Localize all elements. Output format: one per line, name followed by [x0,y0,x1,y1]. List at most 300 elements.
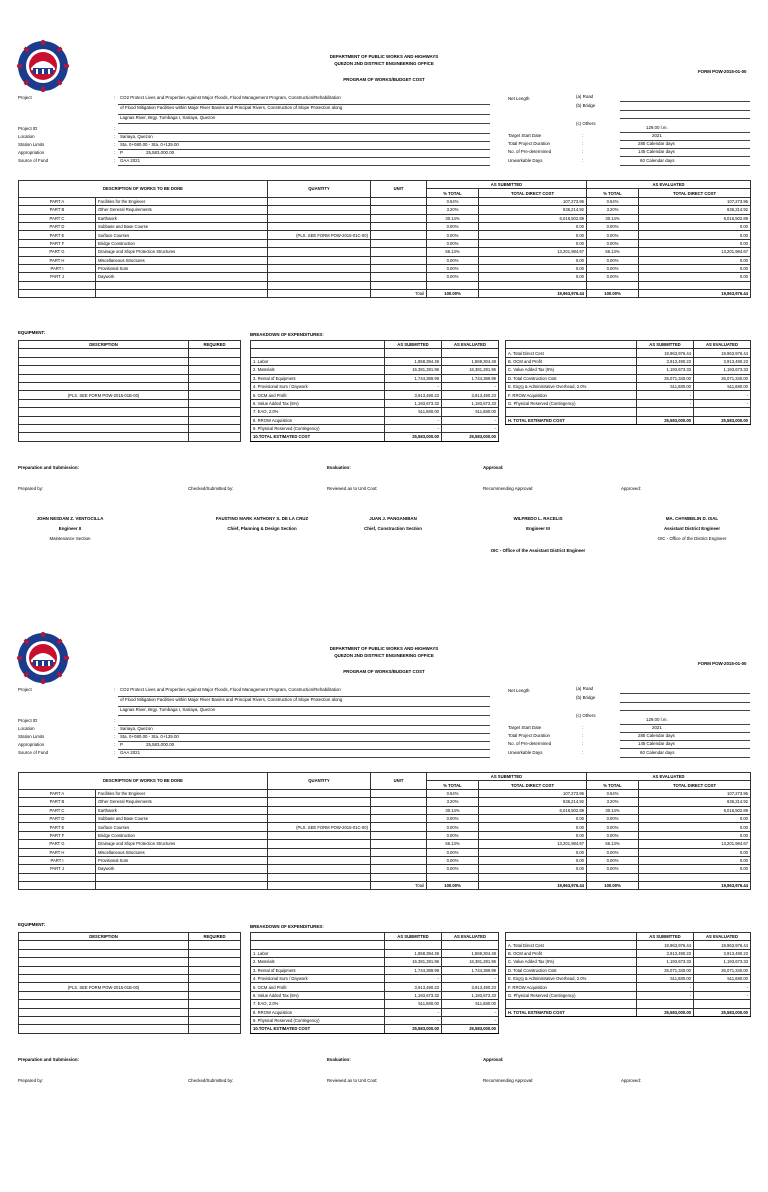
works-part: PART D [19,814,96,822]
breakdown-right-row [506,958,751,966]
works-part: PART H [19,848,96,856]
project-line-2: of Flood Mitigation Facilities within Major River Basins and Principal Rivers, Construction of Slope Protection along [120,697,343,702]
breakdown-item-label: D. Total Construction Cost [506,966,637,974]
works-tdc-submitted: 107,273.96 [479,789,587,797]
breakdown-item-evaluated: - [694,991,751,999]
works-tdc-submitted: 0.00 [479,848,587,856]
works-tdc-submitted: 0.00 [479,814,587,822]
works-qty [268,222,371,230]
breakdown-item-label: 3. Rental of Equipment [251,966,385,974]
works-row [19,840,751,848]
equipment-req-header: REQUIRED [189,341,241,349]
works-desc: Surface Courses [96,823,268,831]
equipment-row [19,941,241,949]
duration-value: 285 Calendar days [638,733,675,738]
equipment-row [19,1025,241,1033]
works-unit [371,197,427,205]
unworkable-value: 60 Calendar days [640,158,675,163]
breakdown-right-table [505,932,751,1017]
source-value: GAA 2021 [120,158,141,163]
works-unit [371,814,427,822]
station-label: Station Limits [18,142,45,147]
signatory-name: JUAN J. PANGANIBAN [369,516,417,521]
breakdown-item-submitted: - [637,991,694,999]
works-pct-evaluated: 0.00% [587,256,639,264]
works-desc: Provisional Sum [96,264,268,272]
works-pct-submitted: 66.13% [427,840,479,848]
breakdown-right-row [506,357,751,365]
works-pct-submitted: 0.00% [427,239,479,247]
breakdown-item-submitted: 25,071,340.00 [637,966,694,974]
works-tdc-evaluated: 13,201,984.67 [639,248,751,256]
breakdown-right-table [505,340,751,425]
breakdown-item-submitted: 1,193,673.33 [385,399,442,407]
works-part: PART B [19,798,96,806]
breakdown-item-label: 2. Materials [251,958,385,966]
project-line-1: CO2 Protect Lives and Properties Against Major Floods, Flood Management Program, Construction/Rehabilitation [120,687,341,692]
works-desc: Earthwork [96,214,268,222]
works-unit [371,248,427,256]
breakdown-right-total-evaluated: 25,583,000.00 [694,1008,751,1016]
appropriation-prefix: P [120,742,123,747]
breakdown-item-submitted: 19,963,976.44 [637,349,694,357]
breakdown-item-submitted: 1,744,389.99 [385,966,442,974]
office-name: QUEZON 2ND DISTRICT ENGINEERING OFFICE [334,61,434,66]
breakdown-item-evaluated: 1,744,389.99 [442,966,499,974]
works-unit [371,831,427,839]
works-see-form-note: (PLS. SEE FORM POW-2015-01C-00) [268,231,371,239]
works-desc: Miscellaneous Structures [96,256,268,264]
appropriation-value: 25,583,000.00 [146,150,175,155]
works-pct-evaluated: 0.00% [587,273,639,281]
works-unit [371,214,427,222]
breakdown-left-total-label: 10.TOTAL ESTIMATED COST [251,1025,385,1033]
appropriation-label: Appropriation [18,150,45,155]
works-tdc-submitted: 0.00 [479,264,587,272]
breakdown-right-row [506,349,751,357]
equipment-row [19,974,241,982]
breakdown-item-label: 4. Provisional Sum / Daywork [251,974,385,982]
works-unit [371,264,427,272]
works-unit [371,865,427,873]
works-part: PART G [19,840,96,848]
works-tdc-evaluated: 0.00 [639,264,751,272]
equipment-table [18,340,241,442]
works-total-pct-eval: 100.00% [587,882,639,890]
breakdown-right-row [506,366,751,374]
works-tdc-header: TOTAL DIRECT COST [479,781,587,789]
breakdown-item-submitted: - [385,424,442,432]
works-part: PART I [19,264,96,272]
start-date-value: 2021 [652,133,662,138]
unworkable-label: Unworkable Days [508,158,543,163]
start-date-label: Target Start Date [508,725,542,730]
breakdown-item-evaluated: - [442,382,499,390]
works-unit [371,806,427,814]
equipment-row [19,374,241,382]
breakdown-item-label: 6. Value Added Tax (5%) [251,991,385,999]
works-row [19,273,751,281]
works-qty [268,214,371,222]
breakdown-item-label: A. Total Direct Cost [506,349,637,357]
signatory-name: WILFREDO L. RACELIS [513,516,563,521]
works-tdc-evaluated: 13,201,984.67 [639,840,751,848]
breakdown-item-evaluated: 16,381,281.96 [442,958,499,966]
pow-sheet-1: DEPARTMENT OF PUBLIC WORKS AND HIGHWAYS QUEZON 2ND DISTRICT ENGINEERING OFFICE PROGRAM OF WORKS/BUDGET COST FORM POW-2015-01-00 Project : CO2 Protect Lives and Properties Against Major Floods, Flood Management Program, Construction/Rehabilitation of Flood Mitigation Facilities within Major River Basins and Principal Rivers, Construction of Slope Protection along Lagnas River, Brgy. Tumbaga I, Sariaya, Quezon Project ID : Location : Sariaya, Quezon Station Limits : Sta. 0+080.00 - Sta. 0+129.00 Appropriation : P 25,583,000.00 Source of Fund : GAA 2021 Net Length (a) Road (b) Bridge (c) Others 129.00 l.m. Target Start Date : 2021 Total Project Duration : 285 Calendar days No. of Pre-determined : 145 Calendar days Unworkable Days : 60 Calendar days DESCRIPTION OF WORKS TO BE DONE QUANTITY UNIT AS SUBMITTED AS EVALUATED % TOTAL TOTAL DIRECT COST % TOTAL TOTAL DIRECT COST PART A Facilities for the Engineer 0.54% 107,273.96 0.54% 107,273.96 PART B Other General Requirements 3.20% 636,214.92 3.20% 636,214.92 PART C Earthwork 30.14% 6,016,502.89 30.14% 6,016,502.89 PART D Subbase and Base Course 0.00% 0.00 0.00% 0.00 PART E Surface Courses (PLS. SEE FORM POW-2015-01C-00) 0.00% 0.00 0.00% 0.00 PART F Bridge Construction 0.00% 0.00 0.00% 0.00 PART G Drainage and Slope Protection Structures 66.13% 13,201,984.67 66.13% 13,201,984.67 PART H Miscellaneous Structures 0.00% 0.00 0.00% 0.00 PART I Provisional Sum 0.00% 0.00 0.00% 0.00 PART J Daywork 0.00% 0.00 0.00% 0.00 Total 100.00% 19,963,976.44 100.00% 19,963,976.44 EQUIPMENT: DESCRIPTION REQUIRED (PLS. SEE FORM POW-2015-01B-00) BREAKDOWN OF EXPENDITURES: AS SUBMITTED AS EVALUATED 1. Labor 1,858,394.49 1,869,304.48 2. Materials 16,381,281.96 16,381,281.96 3. Rental of Equipment 1,744,389.99 1,744,389.99 4. Provisional Sum / Daywork - - 5. OCM and Profit 3,913,490.23 3,913,490.23 6. Value Added Tax (5%) 1,193,673.33 1,193,673.33 7. EAO, 2.0% 511,680.00 511,680.00 8. RROW Acquisition - - 9. Physical Reserved (Contingency) - - 10.TOTAL ESTIMATED COST 25,583,000.00 25,583,000.00 AS SUBMITTED AS EVALUATED A. Total Direct Cost 19,963,976.44 19,963,976.44 B. OCM and Profit 3,913,490.23 3,913,490.23 C. Value Added Tax (5%) 1,193,673.33 1,193,673.33 D. Total Construction Cost 25,071,340.00 25,071,340.00 E. Eng'g & Administrative Overhead, 2.0% 511,680.00 511,680.00 F. RROW Acquisition - - G. Physical Reserved (Contingency) - - H. TOTAL ESTIMATED COST 25,583,000.00 25,583,000.00 Preparation and Submission: Evaluation: Approval: Prepared by: Checked/Submitted by: Reviewed as to Unit Cost: Recommending Approval: Approved: JOHN NESDAM Z. VENTOCILLA Engineer II Maintenance Section FAUSTINO MARK ANTHONY S. DE LA CRUZ Chief, Planning & Design Section JUAN J. PANGANIBAN Chief, Construction Section WILFREDO L. RACELIS Engineer III OIC - Office of the Assistant District Engineer MA. CHYMBELIN D. ISAL Assistant District Engineer OIC - Office of the District Engineer [0,0,768,600]
works-tdc-evaluated: 0.00 [639,856,751,864]
breakdown-left-total-submitted: 25,583,000.00 [385,1025,442,1033]
works-tdc-submitted: 6,016,502.89 [479,214,587,222]
recommending-label: Recommending Approval: [483,1078,534,1083]
works-tdc-evaluated: 0.00 [639,831,751,839]
breakdown-right-row [506,391,751,399]
breakdown-item-evaluated: - [694,983,751,991]
works-row [19,264,751,272]
breakdown-left-total-evaluated: 25,583,000.00 [442,433,499,441]
breakdown-item-submitted: 511,680.00 [637,974,694,982]
works-desc: Bridge Construction [96,239,268,247]
breakdown-item-label: 8. RROW Acquisition [251,1008,385,1016]
prepared-by-label: Prepared by: [18,1078,44,1083]
preparation-label: Preparation and Submission: [18,465,79,470]
location-value: Sariaya, Quezon [120,134,153,139]
project-line-1: CO2 Protect Lives and Properties Against Major Floods, Flood Management Program, Construction/Rehabilitation [120,95,341,100]
breakdown-item-evaluated: - [694,399,751,407]
agency-name: DEPARTMENT OF PUBLIC WORKS AND HIGHWAYS [329,646,439,651]
breakdown-item-submitted: 25,071,340.00 [637,374,694,382]
others-value: 129.00 l.m. [646,125,668,130]
signatory-office: Maintenance Section [49,536,91,541]
works-submitted-header: AS SUBMITTED [427,773,587,781]
location-label: Location [18,134,35,139]
breakdown-item-evaluated: 19,963,976.44 [694,349,751,357]
works-pct-evaluated: 3.20% [587,798,639,806]
works-row [19,798,751,806]
works-row [19,831,751,839]
breakdown-item-label: 4. Provisional Sum / Daywork [251,382,385,390]
breakdown-item-submitted: 511,680.00 [385,408,442,416]
works-tdc-submitted: 636,214.92 [479,206,587,214]
works-pct-evaluated: 30.14% [587,214,639,222]
breakdown-item-submitted: - [385,974,442,982]
station-label: Station Limits [18,734,45,739]
equipment-see-form-note: (PLS. SEE FORM POW-2015-01B-00) [19,983,189,991]
equipment-title: EQUIPMENT: [18,922,46,927]
works-tdc-submitted: 0.00 [479,239,587,247]
breakdown-right-row [506,966,751,974]
breakdown-left-row [251,366,499,374]
works-total-tdc: 19,963,976.44 [479,882,587,890]
works-row [19,823,751,831]
net-length-label: Net Length [508,688,530,693]
works-tdc-evaluated: 636,214.92 [639,206,751,214]
appropriation-value: 25,583,000.00 [146,742,175,747]
works-tdc-submitted: 0.00 [479,831,587,839]
pow-sheet-2: DEPARTMENT OF PUBLIC WORKS AND HIGHWAYS QUEZON 2ND DISTRICT ENGINEERING OFFICE PROGRAM OF WORKS/BUDGET COST FORM POW-2015-01-00 Project : CO2 Protect Lives and Properties Against Major Floods, Flood Management Program, Construction/Rehabilitation of Flood Mitigation Facilities within Major River Basins and Principal Rivers, Construction of Slope Protection along Lagnas River, Brgy. Tumbaga I, Sariaya, Quezon Project ID : Location : Sariaya, Quezon Station Limits : Sta. 0+080.00 - Sta. 0+129.00 Appropriation : P 25,583,000.00 Source of Fund : GAA 2021 Net Length (a) Road (b) Bridge (c) Others 129.00 l.m. Target Start Date : 2021 Total Project Duration : 285 Calendar days No. of Pre-determined : 145 Calendar days Unworkable Days : 60 Calendar days DESCRIPTION OF WORKS TO BE DONE QUANTITY UNIT AS SUBMITTED AS EVALUATED % TOTAL TOTAL DIRECT COST % TOTAL TOTAL DIRECT COST PART A Facilities for the Engineer 0.54% 107,273.96 0.54% 107,273.96 PART B Other General Requirements 3.20% 636,214.92 3.20% 636,214.92 PART C Earthwork 30.14% 6,016,502.89 30.14% 6,016,502.89 PART D Subbase and Base Course 0.00% 0.00 0.00% 0.00 PART E Surface Courses (PLS. SEE FORM POW-2015-01C-00) 0.00% 0.00 0.00% 0.00 PART F Bridge Construction 0.00% 0.00 0.00% 0.00 PART G Drainage and Slope Protection Structures 66.13% 13,201,984.67 66.13% 13,201,984.67 PART H Miscellaneous Structures 0.00% 0.00 0.00% 0.00 PART I Provisional Sum 0.00% 0.00 0.00% 0.00 PART J Daywork 0.00% 0.00 0.00% 0.00 Total 100.00% 19,963,976.44 100.00% 19,963,976.44 EQUIPMENT: DESCRIPTION REQUIRED (PLS. SEE FORM POW-2015-01B-00) BREAKDOWN OF EXPENDITURES: AS SUBMITTED AS EVALUATED 1. Labor 1,858,394.49 1,869,304.48 2. Materials 16,381,281.96 16,381,281.96 3. Rental of Equipment 1,744,389.99 1,744,389.99 4. Provisional Sum / Daywork - - 5. OCM and Profit 3,913,490.23 3,913,490.23 6. Value Added Tax (5%) 1,193,673.33 1,193,673.33 7. EAO, 2.0% 511,680.00 511,680.00 8. RROW Acquisition - - 9. Physical Reserved (Contingency) - - 10.TOTAL ESTIMATED COST 25,583,000.00 25,583,000.00 AS SUBMITTED AS EVALUATED A. Total Direct Cost 19,963,976.44 19,963,976.44 B. OCM and Profit 3,913,490.23 3,913,490.23 C. Value Added Tax (5%) 1,193,673.33 1,193,673.33 D. Total Construction Cost 25,071,340.00 25,071,340.00 E. Eng'g & Administrative Overhead, 2.0% 511,680.00 511,680.00 F. RROW Acquisition - - G. Physical Reserved (Contingency) - - H. TOTAL ESTIMATED COST 25,583,000.00 25,583,000.00 Preparation and Submission: Evaluation: Approval: Prepared by: Checked/Submitted by: Reviewed as to Unit Cost: Recommending Approval: Approved: [0,592,768,1192]
equipment-row [19,949,241,957]
others-label: (c) Others [576,713,596,718]
works-qty [268,273,371,281]
works-pct-submitted: 0.00% [427,848,479,856]
others-value: 129.00 l.m. [646,717,668,722]
equipment-row [19,1008,241,1016]
net-length-label: Net Length [508,96,530,101]
breakdown-left-row [251,382,499,390]
works-desc: Surface Courses [96,231,268,239]
breakdown-left-row [251,966,499,974]
checked-by-label: Checked/Submitted by: [188,1078,234,1083]
works-tdc-submitted: 107,273.96 [479,197,587,205]
approval-label: Approval: [483,1057,504,1062]
breakdown-item-evaluated: 1,193,673.33 [694,958,751,966]
road-label: (a) Road [576,686,594,691]
works-pct-submitted: 3.20% [427,206,479,214]
works-pct-evaluated: 0.00% [587,856,639,864]
breakdown-item-label: 9. Physical Reserved (Contingency) [251,424,385,432]
project-line-2: of Flood Mitigation Facilities within Major River Basins and Principal Rivers, Construction of Slope Protection along [120,105,343,110]
breakdown-item-label: 7. EAO, 2.0% [251,408,385,416]
works-pct-submitted: 0.00% [427,256,479,264]
works-pct-submitted: 0.54% [427,789,479,797]
works-tdc-header: TOTAL DIRECT COST [479,189,587,197]
works-part: PART B [19,206,96,214]
works-tdc-evaluated: 0.00 [639,848,751,856]
breakdown-item-submitted: 1,858,394.49 [385,949,442,957]
breakdown-item-evaluated: 1,869,304.48 [442,949,499,957]
works-qty-header: QUANTITY [268,181,371,198]
works-pct-submitted: 0.00% [427,231,479,239]
works-unit [371,840,427,848]
works-tdc-submitted: 0.00 [479,856,587,864]
breakdown-left-row [251,399,499,407]
road-label: (a) Road [576,94,594,99]
breakdown-item-submitted: 511,680.00 [385,1000,442,1008]
breakdown-item-submitted: 1,744,389.99 [385,374,442,382]
breakdown-left-row [251,1008,499,1016]
reviewed-by-label: Reviewed as to Unit Cost: [327,1078,378,1083]
signatory-name: MA. CHYMBELIN D. ISAL [665,516,719,521]
breakdown-evaluated-header: AS EVALUATED [442,933,499,941]
works-pct-evaluated: 0.00% [587,231,639,239]
breakdown-item-label: 1. Labor [251,949,385,957]
breakdown-evaluated-header: AS EVALUATED [442,341,499,349]
equipment-row [19,399,241,407]
works-pct-evaluated: 0.00% [587,848,639,856]
breakdown-right-row [506,382,751,390]
breakdown-item-evaluated: 16,381,281.96 [442,366,499,374]
works-part: PART F [19,239,96,247]
document-title: PROGRAM OF WORKS/BUDGET COST [343,669,425,674]
works-part: PART G [19,248,96,256]
evaluation-label: Evaluation: [327,465,351,470]
works-unit [371,222,427,230]
breakdown-item-label: E. Eng'g & Administrative Overhead, 2.0% [506,382,637,390]
breakdown-left-row [251,416,499,424]
predetermined-label: No. of Pre-determined [508,149,552,154]
breakdown-right-total-evaluated: 25,583,000.00 [694,416,751,424]
works-part: PART I [19,856,96,864]
breakdown-item-submitted: 19,963,976.44 [637,941,694,949]
reviewed-by-label: Reviewed as to Unit Cost: [327,486,378,491]
works-unit [371,848,427,856]
location-label: Location [18,726,35,731]
breakdown-left-total-submitted: 25,583,000.00 [385,433,442,441]
equipment-row [19,433,241,441]
works-pct-evaluated: 0.00% [587,264,639,272]
breakdown-right-row [506,941,751,949]
works-qty [268,256,371,264]
breakdown-item-label: F. RROW Acquisition [506,983,637,991]
works-part: PART D [19,222,96,230]
source-label: Source of Fund [18,158,49,163]
works-unit [371,789,427,797]
works-pct-submitted: 0.00% [427,264,479,272]
source-value: GAA 2021 [120,750,141,755]
works-qty [268,814,371,822]
equipment-row [19,382,241,390]
works-pct-submitted: 0.00% [427,273,479,281]
breakdown-item-label: C. Value Added Tax (5%) [506,366,637,374]
works-desc: Daywork [96,865,268,873]
works-unit [371,239,427,247]
breakdown-right-row [506,949,751,957]
works-unit [371,823,427,831]
works-row [19,806,751,814]
works-desc: Drainage and Slope Protection Structures [96,248,268,256]
equipment-title: EQUIPMENT: [18,330,46,335]
works-tdc-submitted: 0.00 [479,222,587,230]
works-row [19,856,751,864]
works-tdc-submitted: 0.00 [479,823,587,831]
works-see-form-note: (PLS. SEE FORM POW-2015-01C-00) [268,823,371,831]
unworkable-value: 60 Calendar days [640,750,675,755]
works-row [19,248,751,256]
works-pct-evaluated: 66.13% [587,248,639,256]
works-tdc-submitted: 0.00 [479,231,587,239]
evaluation-label: Evaluation: [327,1057,351,1062]
works-desc: Earthwork [96,806,268,814]
works-pct-evaluated: 0.00% [587,865,639,873]
breakdown-left-row [251,974,499,982]
breakdown-item-label: 3. Rental of Equipment [251,374,385,382]
works-qty [268,798,371,806]
works-desc-header: DESCRIPTION OF WORKS TO BE DONE [19,773,268,790]
recommending-label: Recommending Approval: [483,486,534,491]
works-total-pct: 100.00% [427,882,479,890]
works-row [19,256,751,264]
breakdown-left-row [251,991,499,999]
works-row [19,231,751,239]
project-label: Project [18,687,32,692]
works-tdc-evaluated: 107,273.96 [639,197,751,205]
equipment-row [19,966,241,974]
works-qty [268,248,371,256]
form-number: FORM POW-2015-01-00 [698,69,747,74]
breakdown-item-evaluated: 25,071,340.00 [694,966,751,974]
works-row [19,214,751,222]
works-tdc-evaluated: 107,273.96 [639,789,751,797]
equipment-desc-header: DESCRIPTION [19,933,189,941]
breakdown-item-submitted: 511,680.00 [637,382,694,390]
breakdown-left-row [251,424,499,432]
checked-by-label: Checked/Submitted by: [188,486,234,491]
works-qty [268,848,371,856]
works-qty [268,840,371,848]
equipment-desc-header: DESCRIPTION [19,341,189,349]
breakdown-item-label: G. Physical Reserved (Contingency) [506,991,637,999]
works-tdc-evaluated: 6,016,502.89 [639,806,751,814]
works-tdc-submitted: 13,201,984.67 [479,840,587,848]
preparation-label: Preparation and Submission: [18,1057,79,1062]
breakdown-item-label: 8. RROW Acquisition [251,416,385,424]
breakdown-item-submitted: 3,913,490.23 [637,949,694,957]
works-table [18,180,751,298]
breakdown-submitted-header: AS SUBMITTED [385,341,442,349]
works-pct-submitted: 3.20% [427,798,479,806]
breakdown-item-evaluated: 3,913,490.23 [694,357,751,365]
agency-name: DEPARTMENT OF PUBLIC WORKS AND HIGHWAYS [329,54,439,59]
approved-label: Approved: [621,486,642,491]
works-pct-evaluated: 0.00% [587,239,639,247]
others-label: (c) Others [576,121,596,126]
works-tdc-submitted: 0.00 [479,273,587,281]
works-tdc-evaluated: 0.00 [639,814,751,822]
equipment-row [19,416,241,424]
equipment-row [19,357,241,365]
breakdown-item-evaluated: - [442,1016,499,1024]
works-evaluated-header: AS EVALUATED [587,773,751,781]
works-tdc-evaluated: 0.00 [639,239,751,247]
breakdown-item-evaluated: - [442,416,499,424]
works-qty [268,197,371,205]
breakdown-item-label: B. OCM and Profit [506,357,637,365]
works-desc: Facilities for the Engineer [96,789,268,797]
breakdown-item-evaluated: 1,869,304.48 [442,357,499,365]
equipment-row [19,983,241,991]
breakdown-left-row [251,1000,499,1008]
signatory-title: Assistant District Engineer [663,526,721,531]
breakdown-title: BREAKDOWN OF EXPENDITURES: [250,924,324,929]
breakdown-item-submitted: 3,913,490.23 [385,391,442,399]
works-qty [268,831,371,839]
works-part: PART H [19,256,96,264]
works-row [19,865,751,873]
breakdown-left-table [250,340,499,442]
works-qty [268,206,371,214]
breakdown-item-submitted: 16,381,281.96 [385,366,442,374]
signatory-title: Chief, Construction Section [364,526,422,531]
breakdown-item-submitted: - [385,1016,442,1024]
breakdown-item-label: 1. Labor [251,357,385,365]
signatory-title: Chief, Planning & Design Section [227,526,297,531]
works-row [19,206,751,214]
breakdown-item-label: E. Eng'g & Administrative Overhead, 2.0% [506,974,637,982]
breakdown-left-row [251,958,499,966]
breakdown-item-label: 9. Physical Reserved (Contingency) [251,1016,385,1024]
breakdown-right-submitted-header: AS SUBMITTED [637,933,694,941]
equipment-row [19,958,241,966]
breakdown-item-label: A. Total Direct Cost [506,941,637,949]
project-id-label: Project ID [18,718,38,723]
signatory-name: FAUSTINO MARK ANTHONY S. DE LA CRUZ [215,516,309,521]
works-pct-submitted: 30.14% [427,806,479,814]
equipment-table [18,932,241,1034]
breakdown-item-evaluated: 25,071,340.00 [694,374,751,382]
equipment-req-header: REQUIRED [189,933,241,941]
breakdown-right-total-label: H. TOTAL ESTIMATED COST [506,1008,637,1016]
works-row [19,222,751,230]
breakdown-right-row [506,974,751,982]
